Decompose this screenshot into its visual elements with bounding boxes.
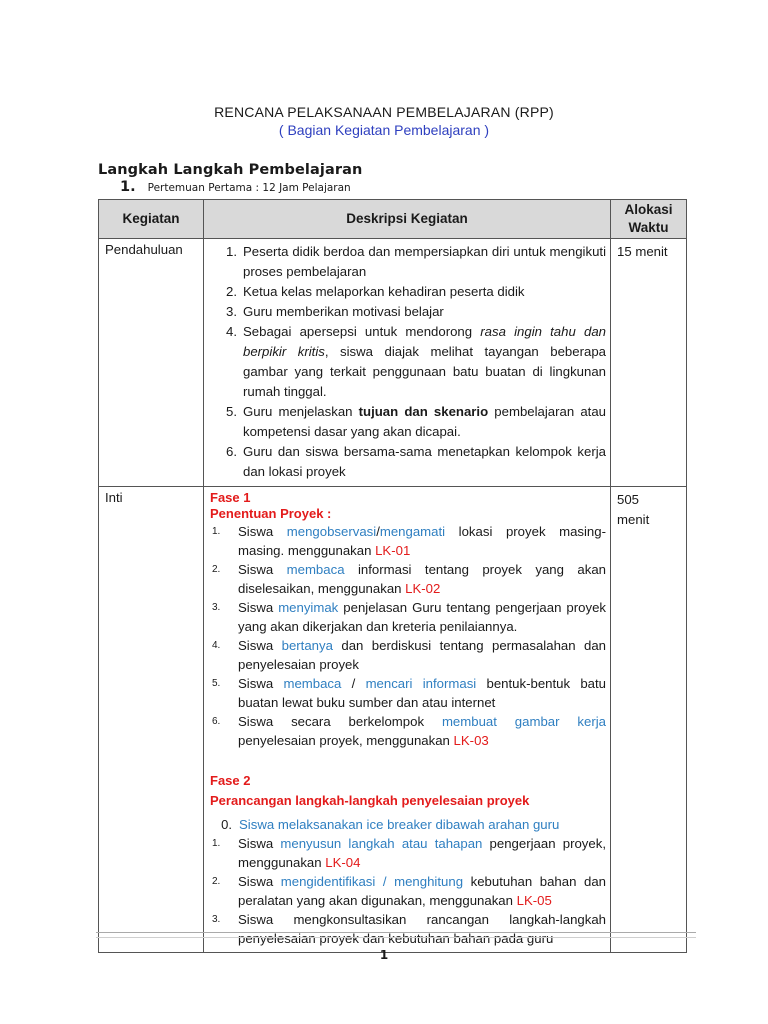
list-item <box>210 910 606 948</box>
keyword-blue: mencari informasi <box>365 676 477 691</box>
item-number: 2. <box>226 284 237 299</box>
keyword-blue: mengobservasi <box>286 524 377 539</box>
item-number: 4. <box>226 324 237 339</box>
activity-table <box>98 199 687 953</box>
keyword-blue: mengidentifikasi / menghitung <box>280 874 464 889</box>
list-item <box>210 302 606 322</box>
text-segment: Guru menjelaskan <box>243 404 359 419</box>
table-header-row <box>99 200 687 239</box>
keyword-blue: bertanya <box>281 638 333 653</box>
table-row-inti <box>99 487 687 953</box>
item-text: Siswa mengkonsultasikan rancangan langkah-langkah penyelesaian proyek dan kebutuhan bahan pada guru <box>238 912 606 946</box>
item-text: Peserta didik berdoa dan mempersiapkan diri untuk mengikuti proses pembelajaran <box>243 244 606 279</box>
text-segment: Siswa <box>238 874 281 889</box>
list-item <box>210 282 606 302</box>
list-item <box>210 872 606 910</box>
text-segment: kebutuhan bahan dan peralatan yang akan digunakan, menggunakan <box>238 874 606 908</box>
list-item <box>210 712 606 750</box>
text-segment: Siswa <box>238 562 287 577</box>
waktu-pendahuluan: 15 menit <box>611 239 687 487</box>
worksheet-code: LK-05 <box>516 893 552 908</box>
fase2-label: Fase 2 <box>210 773 251 788</box>
list-item <box>210 242 606 282</box>
keyword-blue: menyusun langkah atau tahapan <box>280 836 483 851</box>
text-segment: pembelajaran atau kompetensi dasar yang akan dicapai. <box>243 404 607 439</box>
fase1-label: Fase 1 <box>210 490 251 505</box>
worksheet-code: LK-03 <box>453 733 489 748</box>
waktu-inti <box>611 487 687 953</box>
section-heading: Langkah Langkah Pembelajaran <box>98 162 363 178</box>
keyword-blue: menyimak <box>278 600 339 615</box>
keyword-blue: membaca <box>286 562 345 577</box>
page-divider <box>96 937 696 938</box>
page-number: 1 <box>379 948 389 962</box>
text-segment-bold: tujuan dan skenario <box>358 404 489 419</box>
text-segment: bentuk-bentuk batu buatan lewat buku sumber dan atau internet <box>238 676 607 710</box>
item-text: Ketua kelas melaporkan kehadiran peserta didik <box>243 284 525 299</box>
item-text <box>238 598 606 636</box>
item-text <box>238 560 606 598</box>
keyword-blue: mengamati <box>379 524 446 539</box>
meeting-number: 1. <box>120 179 136 195</box>
item-number: 4. <box>212 640 221 651</box>
text-segment: / <box>341 676 366 691</box>
header-kegiatan: Kegiatan <box>99 200 204 239</box>
list-item-intro <box>210 815 606 834</box>
list-item <box>210 522 606 560</box>
list-item <box>210 402 606 442</box>
text-segment: dan berdiskusi tentang permasalahan dan penyelesaian proyek <box>238 638 606 672</box>
item-text: Siswa melaksanakan ice breaker dibawah arahan guru <box>239 817 560 832</box>
item-text <box>238 522 606 560</box>
item-number: 6. <box>212 716 221 727</box>
text-segment: Siswa <box>238 524 287 539</box>
waktu-inti-unit: menit <box>617 512 650 527</box>
text-segment: Siswa <box>238 676 284 691</box>
item-text <box>238 712 606 750</box>
text-segment: Sebagai apersepsi untuk mendorong <box>243 324 481 339</box>
document-subtitle: ( Bagian Kegiatan Pembelajaran ) <box>278 122 490 138</box>
document-title: RENCANA PELAKSANAAN PEMBELAJARAN (RPP) <box>214 104 554 120</box>
item-text <box>238 834 606 872</box>
item-text: Guru dan siswa bersama-sama menetapkan kelompok kerja dan lokasi proyek <box>243 444 606 479</box>
item-number: 0. <box>221 817 232 832</box>
worksheet-code: LK-04 <box>325 855 361 870</box>
deskripsi-pendahuluan <box>204 239 611 487</box>
keyword-blue: membuat gambar kerja <box>441 714 606 729</box>
waktu-inti-value: 505 <box>617 492 640 507</box>
item-number: 6. <box>226 444 237 459</box>
list-item <box>210 322 606 402</box>
text-segment: lokasi proyek masing-masing. menggunakan <box>238 524 606 558</box>
text-segment-italic: rasa ingin tahu dan berpikir kritis <box>243 324 606 359</box>
worksheet-code: LK-02 <box>405 581 441 596</box>
text-segment: penyelesaian proyek, menggunakan <box>238 733 454 748</box>
item-text <box>238 674 606 712</box>
item-number: 3. <box>212 602 221 613</box>
deskripsi-inti <box>204 487 611 953</box>
item-number: 2. <box>212 564 221 575</box>
list-item <box>210 636 606 674</box>
item-number: 5. <box>212 678 221 689</box>
item-text: Guru memberikan motivasi belajar <box>243 304 444 319</box>
meeting-line <box>120 179 351 195</box>
fase1-title: Penentuan Proyek : <box>210 506 332 521</box>
text-segment: Siswa secara berkelompok <box>238 714 442 729</box>
text-segment: penjelasan Guru tentang pengerjaan proyek yang akan dikerjakan dan kreteria penilaiannya. <box>238 600 606 634</box>
text-segment: pengerjaan proyek, menggunakan <box>238 836 606 870</box>
item-number: 1. <box>212 838 221 849</box>
item-text <box>243 402 606 442</box>
table-row-pendahuluan <box>99 239 687 487</box>
item-number: 2. <box>212 876 221 887</box>
list-item <box>210 674 606 712</box>
meeting-label: Pertemuan Pertama : 12 Jam Pelajaran <box>147 182 351 194</box>
item-number: 3. <box>226 304 237 319</box>
text-segment: / <box>376 524 380 539</box>
text-segment: Siswa <box>238 600 279 615</box>
text-segment: Siswa <box>238 836 281 851</box>
text-segment: , siswa diajak melihat tayangan beberapa gambar yang terkait penggunaan batu buatan di lingkunan rumah tinggal. <box>243 344 606 399</box>
keyword-blue: membaca <box>283 676 342 691</box>
list-item <box>210 834 606 872</box>
item-number: 3. <box>212 914 221 925</box>
page-divider <box>96 932 696 933</box>
kegiatan-pendahuluan: Pendahuluan <box>99 239 204 487</box>
text-segment: informasi tentang proyek yang akan diselesaikan, menggunakan <box>238 562 607 596</box>
item-text <box>238 636 606 674</box>
text-segment: Siswa <box>238 638 282 653</box>
item-number: 5. <box>226 404 237 419</box>
item-number: 1. <box>212 526 221 537</box>
worksheet-code: LK-01 <box>375 543 411 558</box>
kegiatan-inti: Inti <box>99 487 204 953</box>
list-item <box>210 598 606 636</box>
item-text <box>238 872 606 910</box>
fase2-title: Perancangan langkah-langkah penyelesaian proyek <box>210 793 530 808</box>
list-item <box>210 560 606 598</box>
list-item <box>210 442 606 482</box>
item-number: 1. <box>226 244 237 259</box>
header-deskripsi: Deskripsi Kegiatan <box>204 200 611 239</box>
header-alokasi: Alokasi Waktu <box>611 200 687 239</box>
item-text <box>243 322 606 402</box>
